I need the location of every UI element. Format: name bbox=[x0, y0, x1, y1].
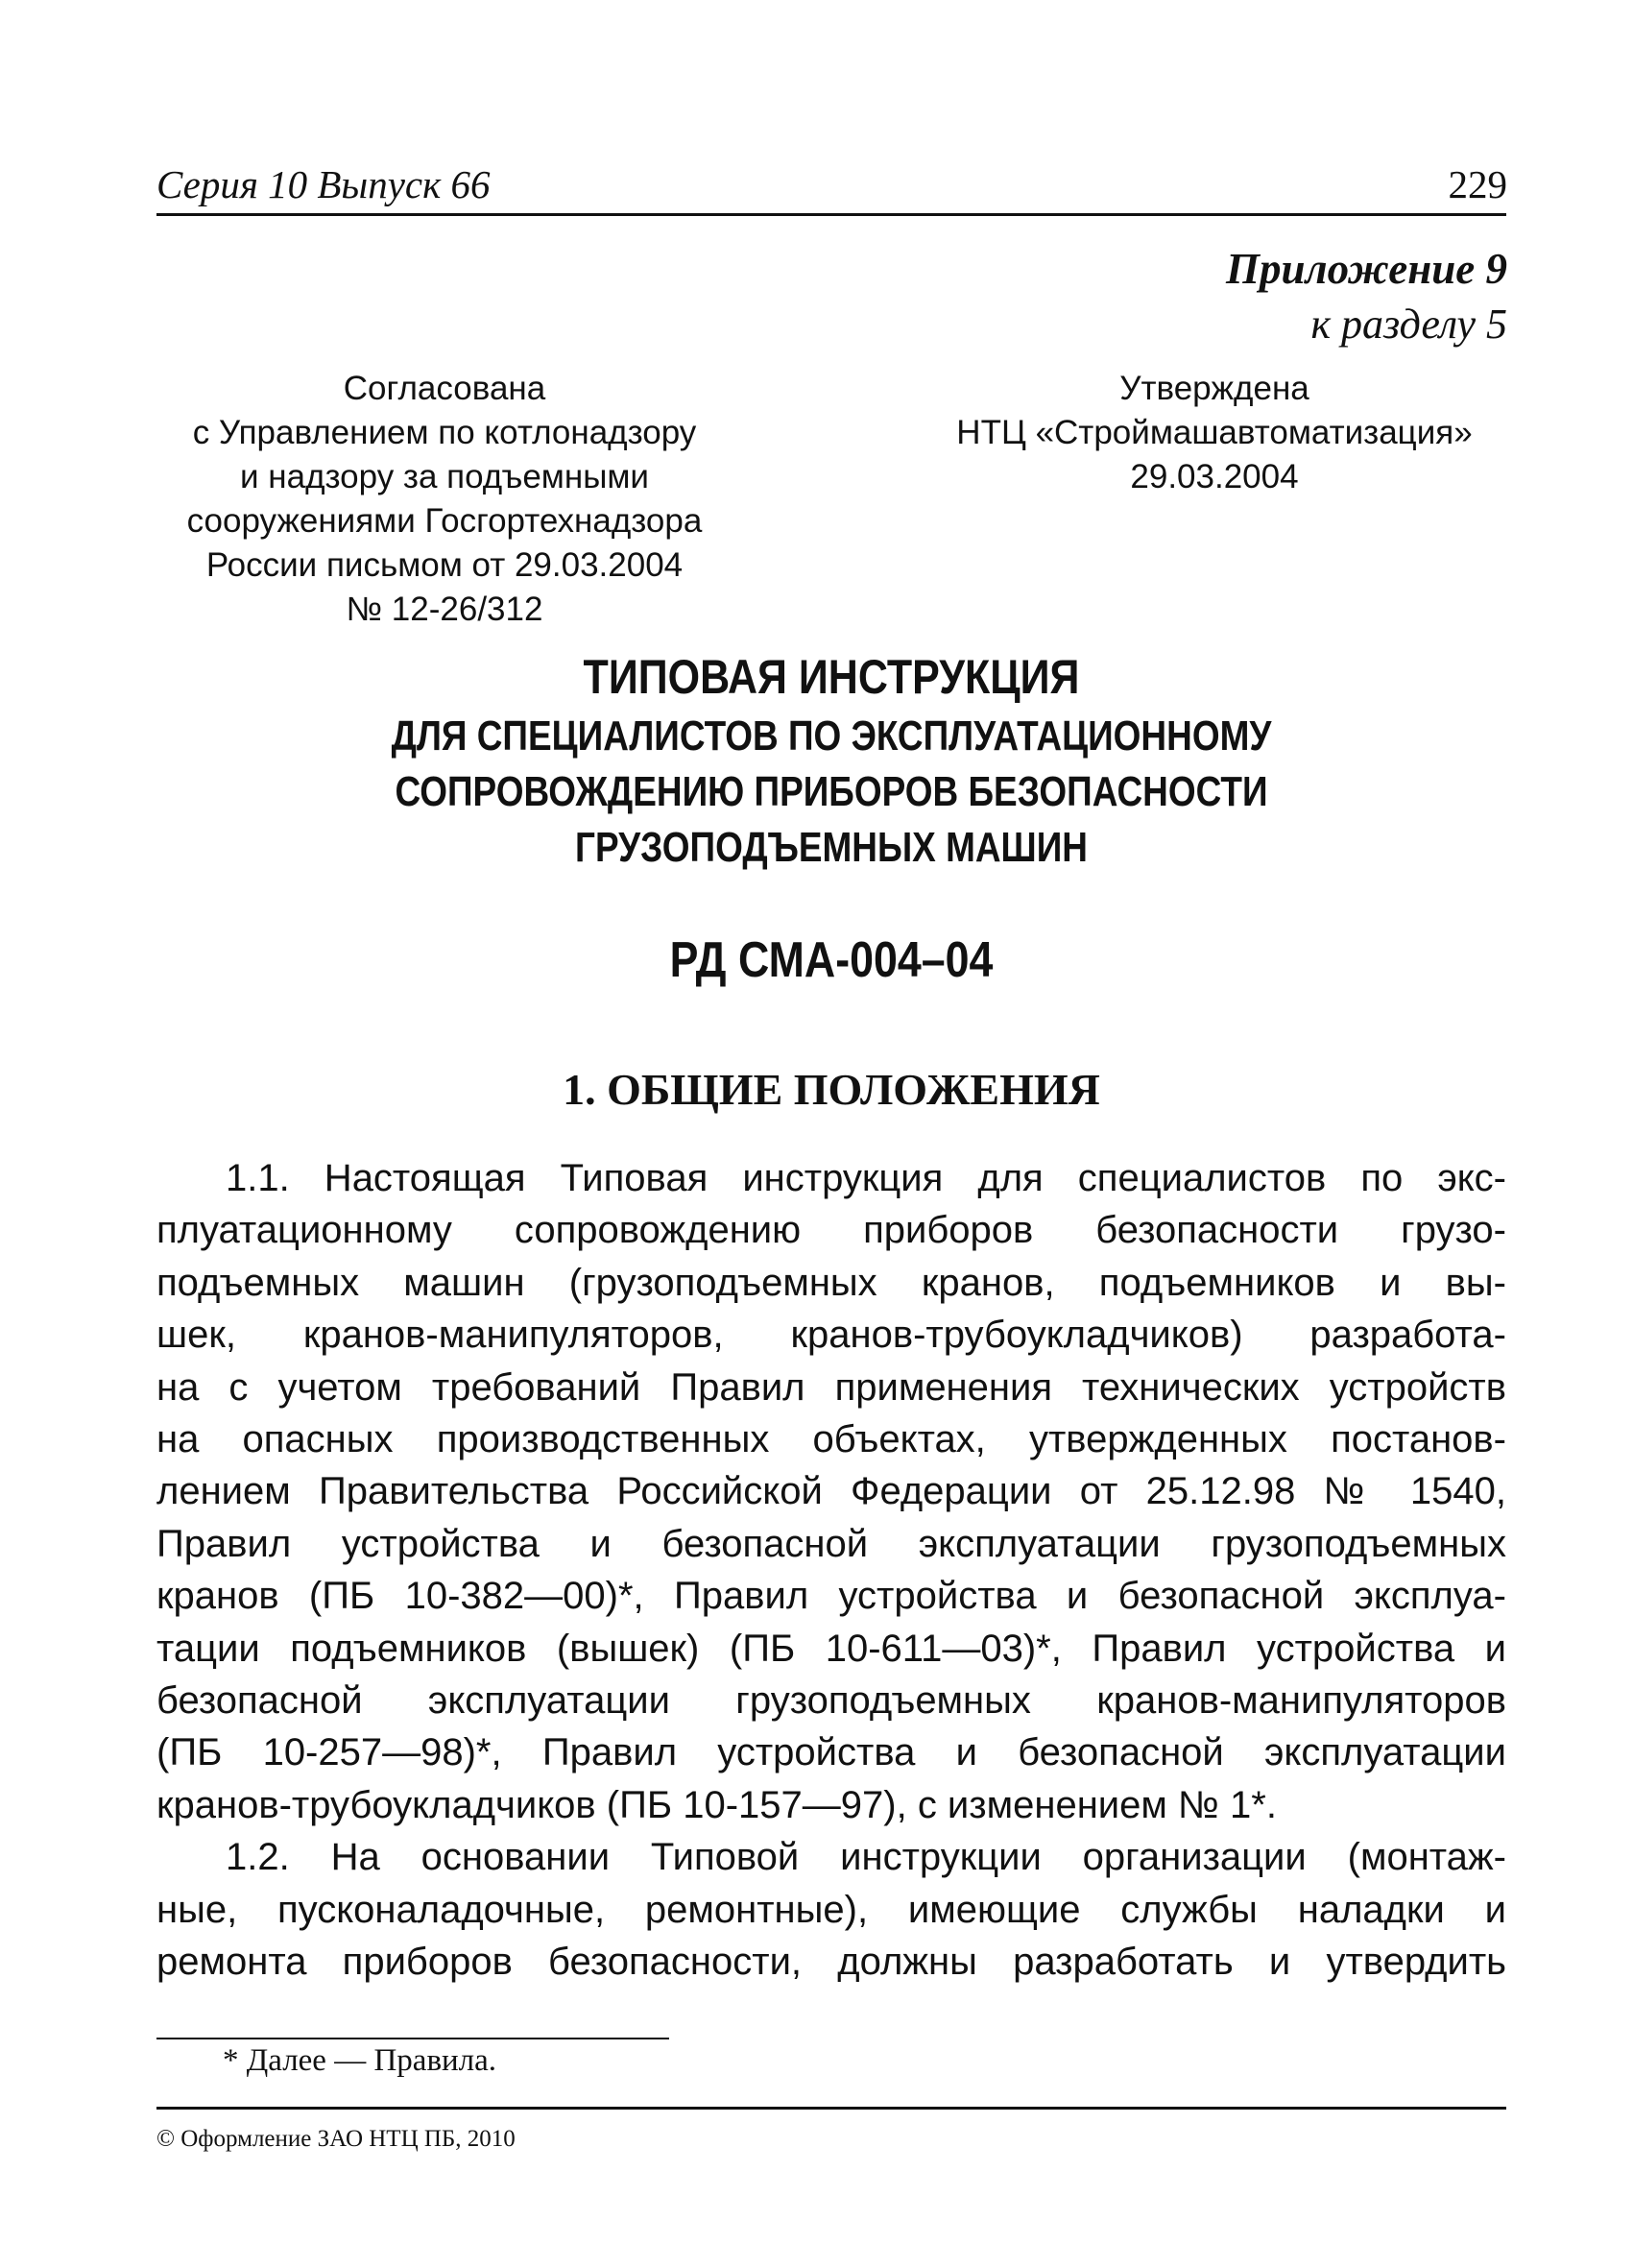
paragraph-1-line: (ПБ 10-257—98)*, Правил устройства и безопасной эксплуатации bbox=[156, 1731, 1506, 1774]
approved-line: Утверждена bbox=[1119, 370, 1309, 407]
paragraph-1-line: на с учетом требований Правил применения технических устройств bbox=[156, 1365, 1506, 1409]
paragraph-1-line: шек, кранов-манипуляторов, кранов-трубоукладчиков) разработа- bbox=[156, 1314, 1506, 1357]
header-rule bbox=[156, 213, 1506, 216]
paragraph-1-line: кранов (ПБ 10-382—00)*, Правил устройства и безопасной эксплуа- bbox=[156, 1575, 1506, 1618]
paragraph-1-line: подъемных машин (грузоподъемных кранов, подъемников и вы- bbox=[156, 1261, 1506, 1304]
footnote: * Далее — Правила. bbox=[223, 2043, 497, 2078]
title-line-2: ДЛЯ СПЕЦИАЛИСТОВ ПО ЭКСПЛУАТАЦИОННОМУ bbox=[391, 712, 1272, 760]
paragraph-1-line: 1.1. Настоящая Типовая инструкция для специалистов по экс- bbox=[226, 1157, 1506, 1199]
paragraph-1-line: на опасных производственных объектах, утвержденных постанов- bbox=[156, 1418, 1506, 1461]
approved-line: 29.03.2004 bbox=[1130, 458, 1299, 495]
agreed-line: сооружениями Госгортехнадзора bbox=[186, 502, 703, 540]
agreed-line: с Управлением по котлонадзору bbox=[192, 414, 697, 451]
appendix-section-ref: к разделу 5 bbox=[1310, 301, 1507, 348]
bottom-rule bbox=[156, 2107, 1506, 2110]
appendix-title: Приложение 9 bbox=[1226, 245, 1507, 293]
running-header-series: Серия 10 Выпуск 66 bbox=[156, 162, 491, 206]
paragraph-2-line: ные, пусконаладочные, ремонтные), имеющие службы наладки и bbox=[156, 1888, 1506, 1931]
copyright-notice: © Оформление ЗАО НТЦ ПБ, 2010 bbox=[156, 2126, 516, 2152]
agreed-line: № 12-26/312 bbox=[346, 591, 543, 628]
title-line-3: СОПРОВОЖДЕНИЮ ПРИБОРОВ БЕЗОПАСНОСТИ bbox=[395, 768, 1268, 815]
agreed-line: России письмом от 29.03.2004 bbox=[205, 546, 684, 584]
footnote-rule bbox=[156, 2038, 669, 2039]
paragraph-2-line: ремонта приборов безопасности, должны разработать и утвердить bbox=[156, 1941, 1506, 1984]
document-code: РД СМА-004–04 bbox=[669, 932, 994, 988]
title-line-4: ГРУЗОПОДЪЕМНЫХ МАШИН bbox=[575, 824, 1088, 871]
paragraph-1-line: безопасной эксплуатации грузоподъемных кранов-манипуляторов bbox=[156, 1679, 1506, 1723]
paragraph-1-line: Правил устройства и безопасной эксплуатации грузоподъемных bbox=[156, 1522, 1506, 1565]
agreed-line: Согласована bbox=[343, 370, 546, 407]
approved-line: НТЦ «Строймашавтоматизация» bbox=[956, 414, 1473, 451]
title-main: ТИПОВАЯ ИНСТРУКЦИЯ bbox=[583, 650, 1080, 704]
appendix-marker bbox=[1226, 242, 1507, 351]
body-text bbox=[156, 1152, 1506, 1989]
approved-block bbox=[922, 367, 1507, 499]
paragraph-1-line: тации подъемников (вышек) (ПБ 10-611—03)*, Правил устройства и bbox=[156, 1627, 1506, 1670]
page-number: 229 bbox=[1448, 162, 1507, 206]
section-heading: 1. ОБЩИЕ ПОЛОЖЕНИЯ bbox=[563, 1065, 1100, 1114]
agreed-block bbox=[156, 367, 732, 632]
document-title bbox=[156, 645, 1506, 989]
paragraph-1-line: кранов-трубоукладчиков (ПБ 10-157—97), с изменением № 1*. bbox=[156, 1783, 1277, 1826]
agreed-line: и надзору за подъемными bbox=[240, 458, 649, 495]
paragraph-1-line: плуатационному сопровождению приборов безопасности грузо- bbox=[156, 1209, 1506, 1252]
paragraph-1-line: лением Правительства Российской Федерации от 25.12.98 № 1540, bbox=[156, 1470, 1506, 1513]
paragraph-2-line: 1.2. На основании Типовой инструкции организации (монтаж- bbox=[226, 1836, 1506, 1879]
